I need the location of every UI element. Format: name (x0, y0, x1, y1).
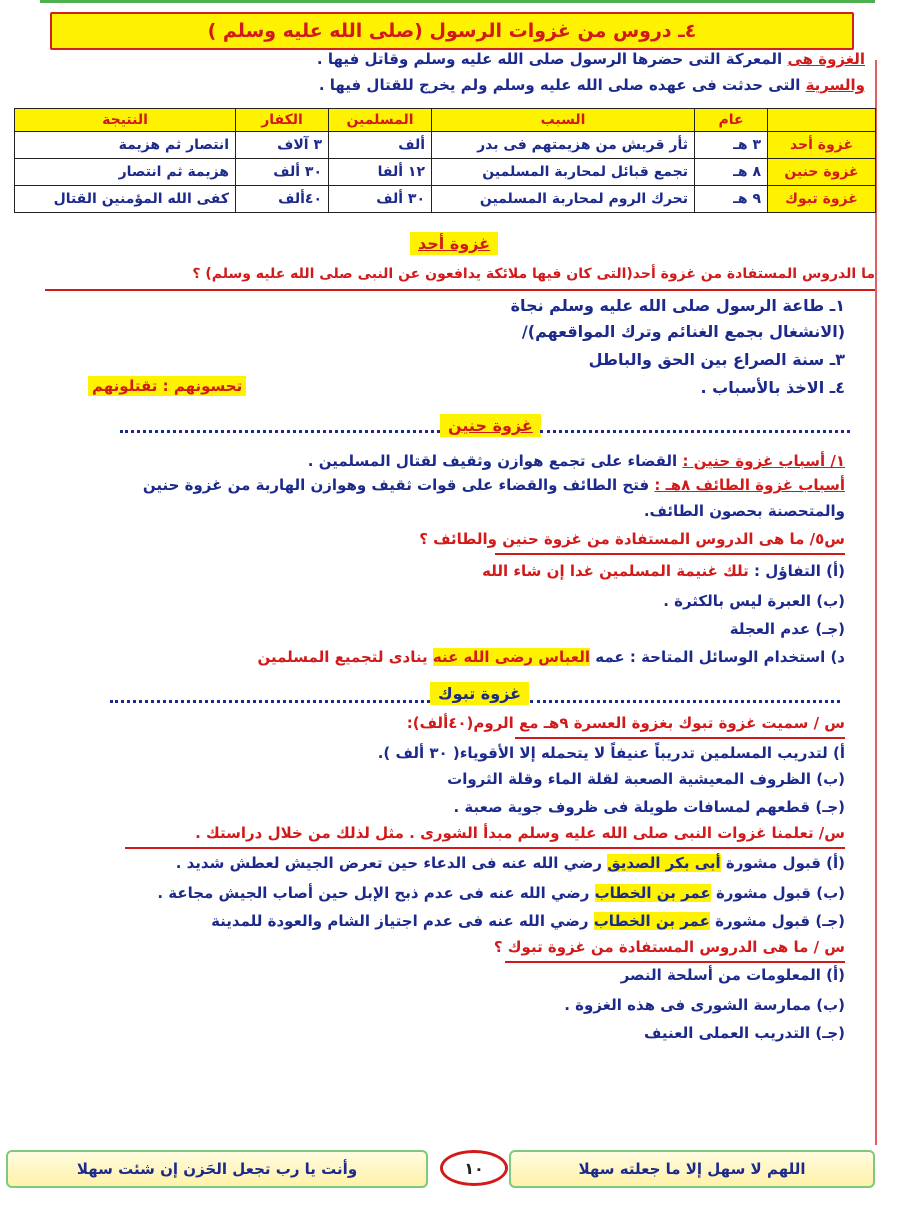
uhud-item-3: ٣ـ سنة الصراع بين الحق والباطل (588, 350, 845, 369)
table-cell: ٣٠ ألف (236, 159, 329, 186)
sariya-definition (319, 76, 865, 94)
table-cell: ألف (329, 132, 432, 159)
table-cell: غزوة حنين (768, 159, 876, 186)
hunain-answer-d-rest: ينادى لتجميع المسلمين (257, 648, 428, 666)
shura-example-c (211, 912, 845, 930)
top-border (40, 0, 875, 3)
sariya-text: التى حدثت فى عهده صلى الله عليه وسلم ولم يخرج للقتال فيها . (318, 76, 801, 94)
table-header: المسلمين (329, 109, 432, 132)
hunain-cause-1 (308, 452, 845, 470)
shura-b-post: رضي الله عنه فى عدم ذبح الإبل حين أصاب الجيش مجاعة . (157, 884, 590, 902)
divider-dots-left (120, 430, 440, 433)
ghazwa-definition (317, 50, 865, 68)
divider-dots-right (540, 430, 850, 433)
tabuk-question-1: س / سميت غزوة تبوك بغزوة العسرة ٩هـ مع الروم(٤٠ألف): (406, 714, 845, 732)
shura-a-pre: (أ) قبول مشورة (725, 854, 845, 872)
uhud-question: ما الدروس المستفادة من غزوة أحد(التى كان فيها ملائكة يدافعون عن النبى صلى الله عليه وسلم) ؟ (192, 266, 875, 282)
table-row (15, 186, 876, 213)
table-header-row (15, 109, 876, 132)
uhud-question-underline (45, 289, 875, 291)
table-cell: انتصار ثم هزيمة (15, 132, 236, 159)
table-row (15, 159, 876, 186)
tabuk-q1-answer-a: أ) لتدريب المسلمين تدريباً عنيفاً لا يتحمله إلا الأقوياء( ٣٠ ألف ). (377, 744, 845, 762)
tabuk-q1-answer-c: (جـ) قطعهم لمسافات طويلة فى ظروف جوية صعبة . (453, 798, 845, 816)
footer-left-banner: وأنت يا رب تجعل الحَزن إن شئت سهلا (6, 1150, 428, 1188)
table-cell: ٨ هـ (695, 159, 768, 186)
table-row (15, 132, 876, 159)
tabuk-question-2: س/ تعلمنا غزوات النبى صلى الله عليه وسلم مبدأ الشورى . مثل لذلك من خلال دراستك . (195, 824, 845, 842)
shura-a-post: رضي الله عنه فى الدعاء حين تعرض الجيش لعطش شديد . (175, 854, 602, 872)
table-cell: هزيمة ثم انتصار (15, 159, 236, 186)
table-header: عام (695, 109, 768, 132)
page-title: ٤ـ دروس من غزوات الرسول (صلى الله عليه وسلم ) (50, 12, 854, 50)
hunain-question-underline (495, 553, 845, 555)
uhud-heading: غزوة أحد (410, 232, 498, 255)
hunain-question: س٥/ ما هى الدروس المستفادة من غزوة حنين والطائف ؟ (419, 530, 845, 548)
table-cell: غزوة تبوك (768, 186, 876, 213)
table-cell: ٩ هـ (695, 186, 768, 213)
shura-example-b (157, 884, 845, 902)
hunain-heading: غزوة حنين (440, 414, 541, 437)
hunain-answer-c: (جـ) عدم العجلة (729, 620, 845, 638)
tabuk-q1-underline (515, 737, 845, 739)
hunain-cause-1-label: ١/ أسباب غزوة حنين : (682, 452, 845, 470)
shura-b-pre: (ب) قبول مشورة (715, 884, 845, 902)
tabuk-q3-answer-c: (جـ) التدريب العملى العنيف (644, 1024, 845, 1042)
hunain-answer-a-label: (أ) التفاؤل : (754, 562, 845, 580)
table-cell: ١٢ ألفا (329, 159, 432, 186)
hunain-answer-b: (ب) العبرة ليس بالكثرة . (663, 592, 845, 610)
hunain-answer-a (482, 562, 845, 580)
tabuk-q3-answer-b: (ب) ممارسة الشورى فى هذه الغزوة . (564, 996, 845, 1014)
table-cell: ٣ هـ (695, 132, 768, 159)
uhud-side-note: تحسونهم : تقتلونهم (88, 376, 246, 396)
table-header: النتيجة (15, 109, 236, 132)
ghazwa-term: الغزوة هى (787, 50, 865, 68)
table-cell: تجمع قبائل لمحاربة المسلمين (432, 159, 695, 186)
table-cell: تحرك الروم لمحاربة المسلمين (432, 186, 695, 213)
ghazwa-text: المعركة التى حضرها الرسول صلى الله عليه وسلم وقاتل فيها . (316, 50, 783, 68)
divider-dots-left-2 (110, 700, 430, 703)
tabuk-q3-underline (505, 961, 845, 963)
divider-dots-right-2 (530, 700, 840, 703)
hunain-cause-2 (143, 476, 845, 494)
tabuk-heading: غزوة تبوك (430, 682, 529, 705)
table-header: السبب (432, 109, 695, 132)
hunain-answer-d (257, 648, 845, 666)
shura-c-pre: (جـ) قبول مشورة (715, 912, 845, 930)
tabuk-question-3: س / ما هى الدروس المستفادة من غزوة تبوك ؟ (493, 938, 845, 956)
tabuk-q3-answer-a: (أ) المعلومات من أسلحة النصر (620, 966, 845, 984)
table-header (768, 109, 876, 132)
shura-c-name: عمر بن الخطاب (593, 912, 710, 930)
hunain-cause-2-label: أسباب غزوة الطائف ٨هـ : (654, 476, 845, 494)
table-cell: ثأر قريش من هزيمتهم فى بدر (432, 132, 695, 159)
page-number: ١٠ (440, 1150, 508, 1186)
shura-a-name: أبى بكر الصديق (607, 854, 721, 872)
hunain-answer-d-name: العباس رضى الله عنه (432, 648, 590, 666)
uhud-item-2: (الانشغال بجمع الغنائم وترك المواقعهم)/ (521, 322, 845, 341)
table-cell: كفى الله المؤمنين القتال (15, 186, 236, 213)
table-header: الكفار (236, 109, 329, 132)
tabuk-q1-answer-b: (ب) الظروف المعيشية الصعبة لقلة الماء وقلة الثروات (447, 770, 845, 788)
uhud-item-1: ١ـ طاعة الرسول صلى الله عليه وسلم نجاة (510, 296, 845, 315)
sariya-term: والسرية (805, 76, 865, 94)
battles-table (14, 108, 876, 213)
table-cell: ٣ آلاف (236, 132, 329, 159)
footer-right-banner: اللهم لا سهل إلا ما جعلته سهلا (509, 1150, 875, 1188)
hunain-answer-a-quote: تلك غنيمة المسلمين غدا إن شاء الله (482, 562, 749, 580)
tabuk-q2-underline (125, 847, 845, 849)
shura-b-name: عمر بن الخطاب (594, 884, 711, 902)
shura-example-a (176, 854, 845, 872)
table-cell: غزوة أحد (768, 132, 876, 159)
hunain-cause-2-cont: والمتحصنة بحصون الطائف. (643, 502, 845, 520)
hunain-cause-2-text: فتح الطائف والقضاء على قوات ثقيف وهوازن الهاربة من غزوة حنين (142, 476, 650, 494)
uhud-item-4: ٤ـ الاخذ بالأسباب . (700, 378, 845, 397)
table-cell: ٤٠ألف (236, 186, 329, 213)
right-margin-line (875, 60, 877, 1145)
shura-c-post: رضي الله عنه فى عدم اجتياز الشام والعودة للمدينة (211, 912, 589, 930)
table-cell: ٣٠ ألف (329, 186, 432, 213)
hunain-answer-d-label: د) استخدام الوسائل المتاحة : عمه (595, 648, 845, 666)
hunain-cause-1-text: القضاء على تجمع هوازن وثقيف لقتال المسلمين . (307, 452, 678, 470)
